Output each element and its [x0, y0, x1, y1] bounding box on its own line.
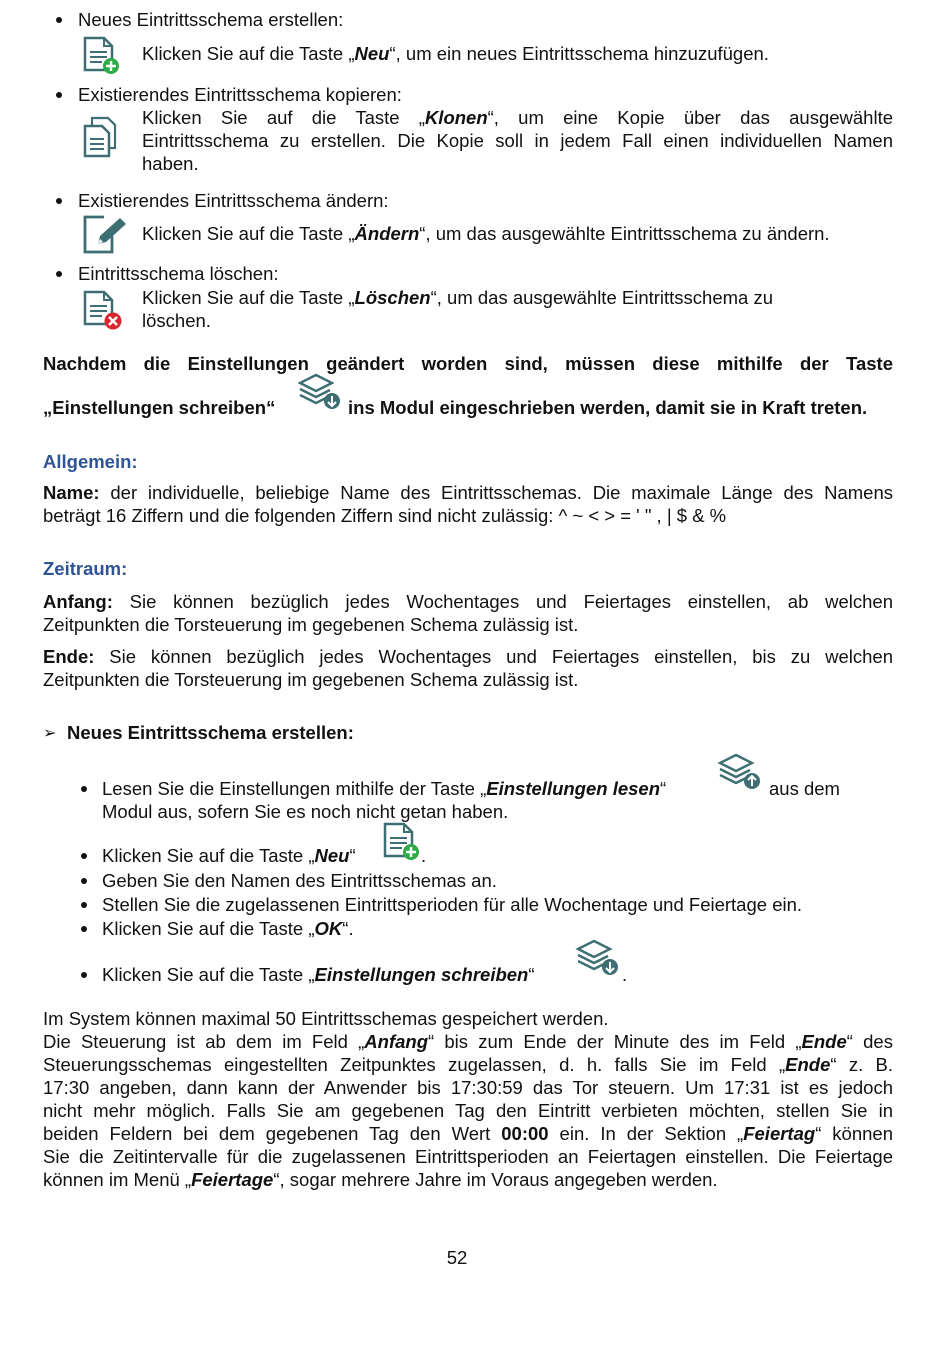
final-line7: Sie die Zeitintervalle für die zugelassenen Eintrittsperioden an Feiertagen einstellen. Die Feiertage	[43, 1146, 893, 1167]
ende-line2: Zeitpunkten die Torsteuerung im gegebenen Schema zulässig ist.	[43, 669, 579, 690]
step6: Klicken Sie auf die Taste „Einstellungen schreiben“	[102, 964, 535, 985]
op-title-edit: Existierendes Eintrittsschema ändern:	[78, 190, 389, 211]
document-add-icon	[382, 822, 422, 867]
step4: Stellen Sie die zugelassenen Eintrittsperioden für alle Wochentage und Feiertage ein.	[102, 894, 803, 915]
final-line4: 17:30 angeben, dann kann der Anwender bis 17:30:59 das Tor steuern. Um 17:31 ist es jedoch	[43, 1077, 893, 1098]
op-text-copy-line2: Eintrittsschema zu erstellen. Die Kopie soll in jedem Fall einen individuellen Namen	[142, 130, 893, 151]
write-settings-icon	[296, 372, 344, 417]
section-title: Neues Eintrittsschema erstellen:	[67, 722, 354, 743]
bullet	[81, 902, 87, 908]
anfang-line1: Anfang: Sie können bezüglich jedes Wochentages und Feiertages einstellen, ab welchen	[43, 591, 893, 612]
final-line2: Die Steuerung ist ab dem im Feld „Anfang“ bis zum Ende der Minute des im Feld „Ende“ des	[43, 1031, 893, 1052]
read-settings-icon	[716, 752, 764, 797]
final-line6: beiden Feldern bei dem gegebenen Tag den Wert 00:00 ein. In der Sektion „Feiertag“ können	[43, 1123, 893, 1144]
step2: Klicken Sie auf die Taste „Neu“	[102, 845, 356, 866]
bullet	[56, 198, 62, 204]
op-title-new: Neues Eintrittsschema erstellen:	[78, 9, 344, 30]
final-line8: können im Menü „Feiertage“, sogar mehrere Jahre im Voraus angegeben werden.	[43, 1169, 718, 1190]
bullet	[56, 92, 62, 98]
op-text-new: Klicken Sie auf die Taste „Neu“, um ein neues Eintrittsschema hinzuzufügen.	[142, 43, 769, 64]
bullet	[81, 786, 87, 792]
document-copy-icon	[82, 116, 122, 165]
step5: Klicken Sie auf die Taste „OK“.	[102, 918, 354, 939]
anfang-line2: Zeitpunkten die Torsteuerung im gegebenen Schema zulässig ist.	[43, 614, 579, 635]
document-delete-icon	[82, 290, 124, 337]
final-line5: nicht mehr möglich. Falls Sie am gegebenen Tag den Eintritt verbieten möchten, stellen Sie in	[43, 1100, 893, 1121]
page-number: 52	[446, 1247, 468, 1268]
bullet	[81, 972, 87, 978]
name-line1: Name: der individuelle, beliebige Name des Eintrittsschemas. Die maximale Länge des Namens	[43, 482, 893, 503]
section-marker: ➢	[43, 723, 57, 742]
write-settings-icon	[574, 938, 622, 983]
op-title-copy: Existierendes Eintrittsschema kopieren:	[78, 84, 402, 105]
step1-line1-tail: aus dem	[769, 778, 840, 799]
notice-line2b: ins Modul eingeschrieben werden, damit sie in Kraft treten.	[348, 397, 868, 418]
bullet	[81, 878, 87, 884]
final-line3: Steuerungsschemas eingestellten Zeitpunktes zugelassen, d. h. falls Sie im Feld „Ende“ z. B.	[43, 1054, 893, 1075]
notice-line2a: „Einstellungen schreiben“	[43, 397, 276, 418]
op-text-copy-line3: haben.	[142, 153, 199, 174]
heading-allgemein: Allgemein:	[43, 451, 138, 472]
op-text-delete-line1: Klicken Sie auf die Taste „Löschen“, um das ausgewählte Eintrittsschema zu	[142, 287, 774, 308]
document-add-icon	[82, 36, 122, 81]
ende-line1: Ende: Sie können bezüglich jedes Wochentages und Feiertages einstellen, bis zu welchen	[43, 646, 893, 667]
op-title-delete: Eintrittsschema löschen:	[78, 263, 279, 284]
name-line2: beträgt 16 Ziffern und die folgenden Ziffern sind nicht zulässig: ^ ~ < > = ' " , | $ & %	[43, 505, 727, 526]
op-text-copy-line1: Klicken Sie auf die Taste „Klonen“, um eine Kopie über das ausgewählte	[142, 107, 893, 128]
step6-tail: .	[622, 964, 628, 985]
document-edit-icon	[82, 214, 130, 261]
op-text-delete-line2: löschen.	[142, 310, 211, 331]
step1-line2: Modul aus, sofern Sie es noch nicht getan haben.	[102, 801, 509, 822]
final-line1: Im System können maximal 50 Eintrittsschemas gespeichert werden.	[43, 1008, 609, 1029]
bullet	[81, 853, 87, 859]
notice-line1: Nachdem die Einstellungen geändert worden sind, müssen diese mithilfe der Taste	[43, 353, 893, 374]
heading-zeitraum: Zeitraum:	[43, 558, 128, 579]
step1-line1: Lesen Sie die Einstellungen mithilfe der Taste „Einstellungen lesen“	[102, 778, 667, 799]
bullet	[81, 926, 87, 932]
step2-tail: .	[421, 845, 427, 866]
step3: Geben Sie den Namen des Eintrittsschemas an.	[102, 870, 497, 891]
bullet	[56, 271, 62, 277]
bullet	[56, 17, 62, 23]
op-text-edit: Klicken Sie auf die Taste „Ändern“, um das ausgewählte Eintrittsschema zu ändern.	[142, 223, 830, 244]
